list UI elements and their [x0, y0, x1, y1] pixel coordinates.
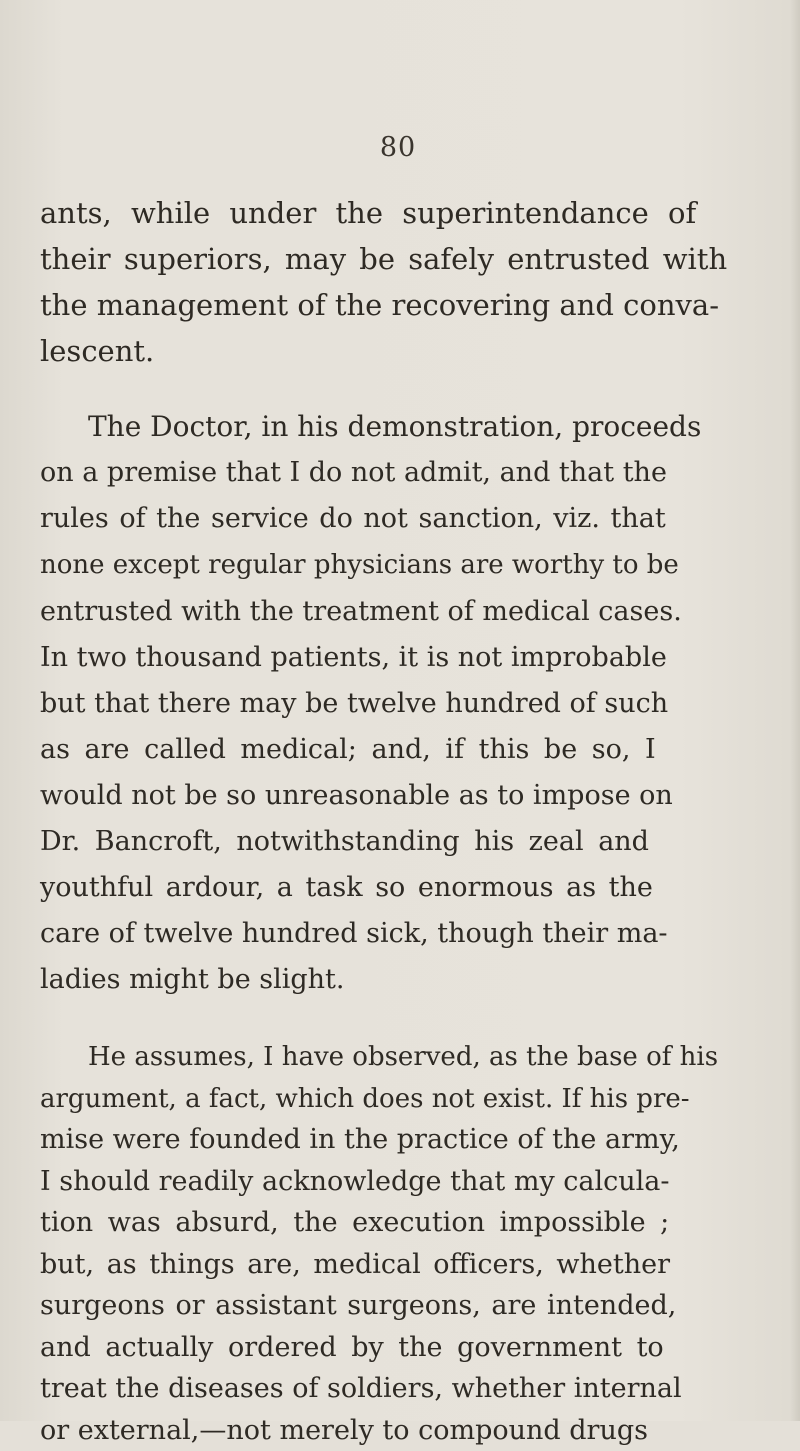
- text-line: but that there may be twelve hundred of such: [40, 688, 669, 719]
- text-line: their superiors, may be safely entrusted with: [40, 242, 728, 276]
- text-line: entrusted with the treatment of medical cases.: [40, 596, 682, 627]
- text-line: none except regular physicians are worthy to be: [40, 550, 679, 580]
- text-line: tion was absurd, the execution impossible ;: [40, 1207, 670, 1238]
- text-line: on a premise that I do not admit, and that the: [40, 457, 667, 488]
- text-line: or external,—not merely to compound drugs: [40, 1414, 648, 1446]
- text-line: but, as things are, medical officers, whether: [40, 1248, 670, 1280]
- text-line: the management of the recovering and conva-: [40, 288, 719, 322]
- text-line: lescent.: [40, 334, 155, 368]
- text-line: The Doctor, in his demonstration, proceeds: [88, 410, 702, 443]
- page-body-overflow: [40, 0, 800, 1421]
- page-number: 80: [379, 132, 417, 163]
- text-line: as are called medical; and, if this be so, I: [40, 734, 656, 765]
- text-line: I should readily acknowledge that my calcula-: [40, 1165, 670, 1197]
- text-line: He assumes, I have observed, as the base of his: [88, 1042, 719, 1072]
- text-line: treat the diseases of soldiers, whether internal: [40, 1373, 682, 1404]
- text-line: ladies might be slight.: [40, 964, 345, 995]
- text-line: care of twelve hundred sick, though their ma-: [40, 918, 668, 949]
- text-line: In two thousand patients, it is not improbable: [40, 642, 667, 673]
- text-line: argument, a fact, which does not exist. If his pre-: [40, 1083, 690, 1114]
- text-line: ants, while under the superintendance of: [40, 196, 697, 230]
- text-line: would not be so unreasonable as to impose on: [40, 780, 673, 811]
- text-line: surgeons or assistant surgeons, are intended,: [40, 1290, 677, 1321]
- text-line: youthful ardour, a task so enormous as the: [40, 872, 653, 903]
- text-line: Dr. Bancroft, notwithstanding his zeal and: [40, 826, 649, 857]
- text-line: rules of the service do not sanction, viz. that: [40, 503, 666, 534]
- text-line: and actually ordered by the government to: [40, 1331, 664, 1363]
- text-line: mise were founded in the practice of the army,: [40, 1124, 680, 1155]
